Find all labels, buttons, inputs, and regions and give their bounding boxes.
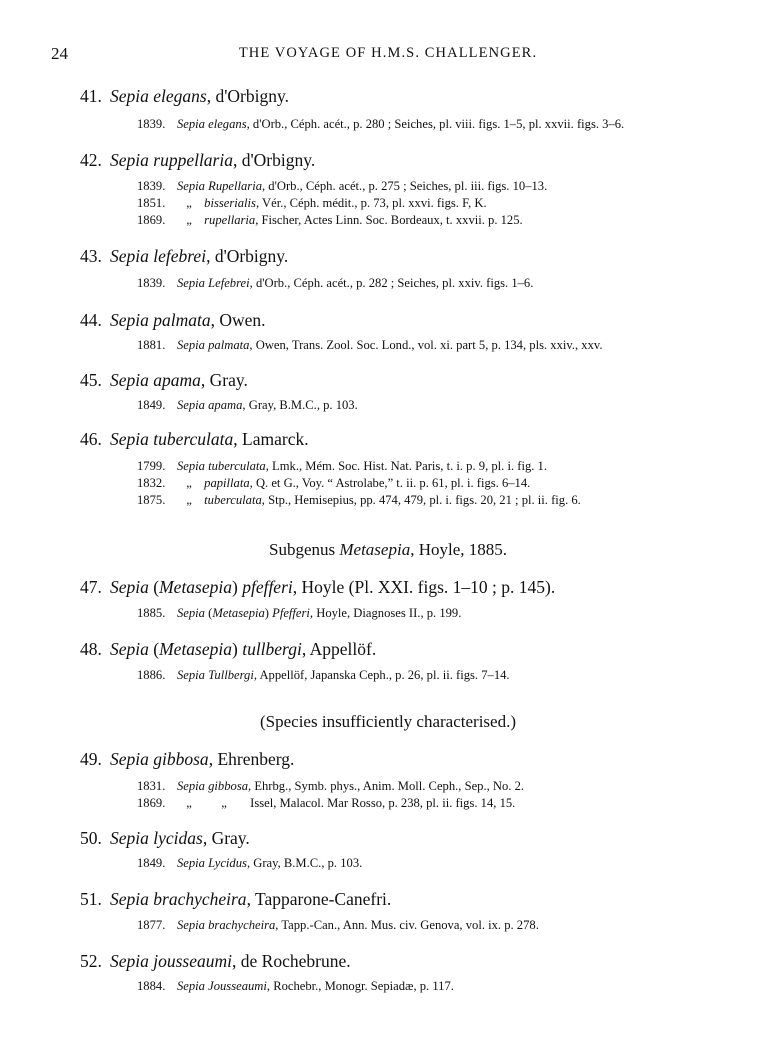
page-number: 24 — [51, 44, 68, 63]
synonym-line: 1799. Sepia tuberculata, Lmk., Mém. Soc. Hist. Nat. Paris, t. i. p. 9, pl. i. fig. 1. — [137, 459, 547, 473]
synonym-line: 1849. Sepia Lycidus, Gray, B.M.C., p. 103. — [137, 856, 363, 870]
subgenus-heading: Subgenus Metasepia, Hoyle, 1885. — [269, 540, 507, 559]
synonym-line: 1875. „ tuberculata, Stp., Hemisepius, pp. 474, 479, pl. i. figs. 20, 21 ; pl. ii. fig. 6. — [137, 493, 581, 507]
synonym-line: 1885. Sepia (Metasepia) Pfefferi, Hoyle, Diagnoses II., p. 199. — [137, 606, 462, 620]
species-title: 52. Sepia jousseaumi, de Rochebrune. — [80, 951, 351, 971]
species-title: 47. Sepia (Metasepia) pfefferi, Hoyle (Pl. XXI. figs. 1–10 ; p. 145). — [80, 577, 556, 597]
species-title: 46. Sepia tuberculata, Lamarck. — [80, 429, 309, 449]
synonym-line: 1839. Sepia elegans, d'Orb., Céph. acét., p. 280 ; Seiches, pl. viii. figs. 1–5, pl. xxvii. figs. 3–6. — [137, 117, 625, 131]
synonym-line: 1839. Sepia Rupellaria, d'Orb., Céph. acét., p. 275 ; Seiches, pl. iii. figs. 10–13. — [137, 179, 548, 193]
synonym-line: 1884. Sepia Jousseaumi, Rochebr., Monogr. Sepiadæ, p. 117. — [137, 979, 454, 993]
synonym-line: 1869. „ „ Issel, Malacol. Mar Rosso, p. 238, pl. ii. figs. 14, 15. — [137, 796, 516, 810]
synonym-line: 1886. Sepia Tullbergi, Appellöf, Japanska Ceph., p. 26, pl. ii. figs. 7–14. — [137, 668, 510, 682]
running-title: THE VOYAGE OF H.M.S. CHALLENGER. — [238, 45, 538, 61]
species-title: 45. Sepia apama, Gray. — [80, 370, 248, 390]
species-title: 48. Sepia (Metasepia) tullbergi, Appellöf. — [80, 639, 377, 659]
species-title: 50. Sepia lycidas, Gray. — [80, 828, 250, 848]
species-title: 43. Sepia lefebrei, d'Orbigny. — [80, 246, 289, 266]
section-heading: (Species insufficiently characterised.) — [260, 712, 516, 731]
running-head — [0, 44, 776, 64]
species-title: 42. Sepia ruppellaria, d'Orbigny. — [80, 150, 316, 170]
synonym-line: 1832. „ papillata, Q. et G., Voy. “ Astrolabe,” t. ii. p. 61, pl. i. figs. 6–14. — [137, 476, 531, 490]
species-title: 49. Sepia gibbosa, Ehrenberg. — [80, 749, 295, 769]
species-title: 51. Sepia brachycheira, Tapparone-Canefri. — [80, 889, 392, 909]
synonym-line: 1869. „ rupellaria, Fischer, Actes Linn. Soc. Bordeaux, t. xxvii. p. 125. — [137, 213, 523, 227]
synonym-line: 1849. Sepia apama, Gray, B.M.C., p. 103. — [137, 398, 358, 412]
species-title: 41. Sepia elegans, d'Orbigny. — [80, 86, 289, 106]
synonym-line: 1877. Sepia brachycheira, Tapp.-Can., Ann. Mus. civ. Genova, vol. ix. p. 278. — [137, 918, 539, 932]
synonym-line: 1851. „ bisserialis, Vér., Céph. médit., p. 73, pl. xxvi. figs. F, K. — [137, 196, 487, 210]
synonym-line: 1831. Sepia gibbosa, Ehrbg., Symb. phys., Anim. Moll. Ceph., Sep., No. 2. — [137, 779, 525, 793]
synonym-line: 1839. Sepia Lefebrei, d'Orb., Céph. acét., p. 282 ; Seiches, pl. xxiv. figs. 1–6. — [137, 276, 534, 290]
species-title: 44. Sepia palmata, Owen. — [80, 310, 266, 330]
synonym-line: 1881. Sepia palmata, Owen, Trans. Zool. Soc. Lond., vol. xi. part 5, p. 134, pls. xxiv., xxv. — [137, 338, 603, 352]
